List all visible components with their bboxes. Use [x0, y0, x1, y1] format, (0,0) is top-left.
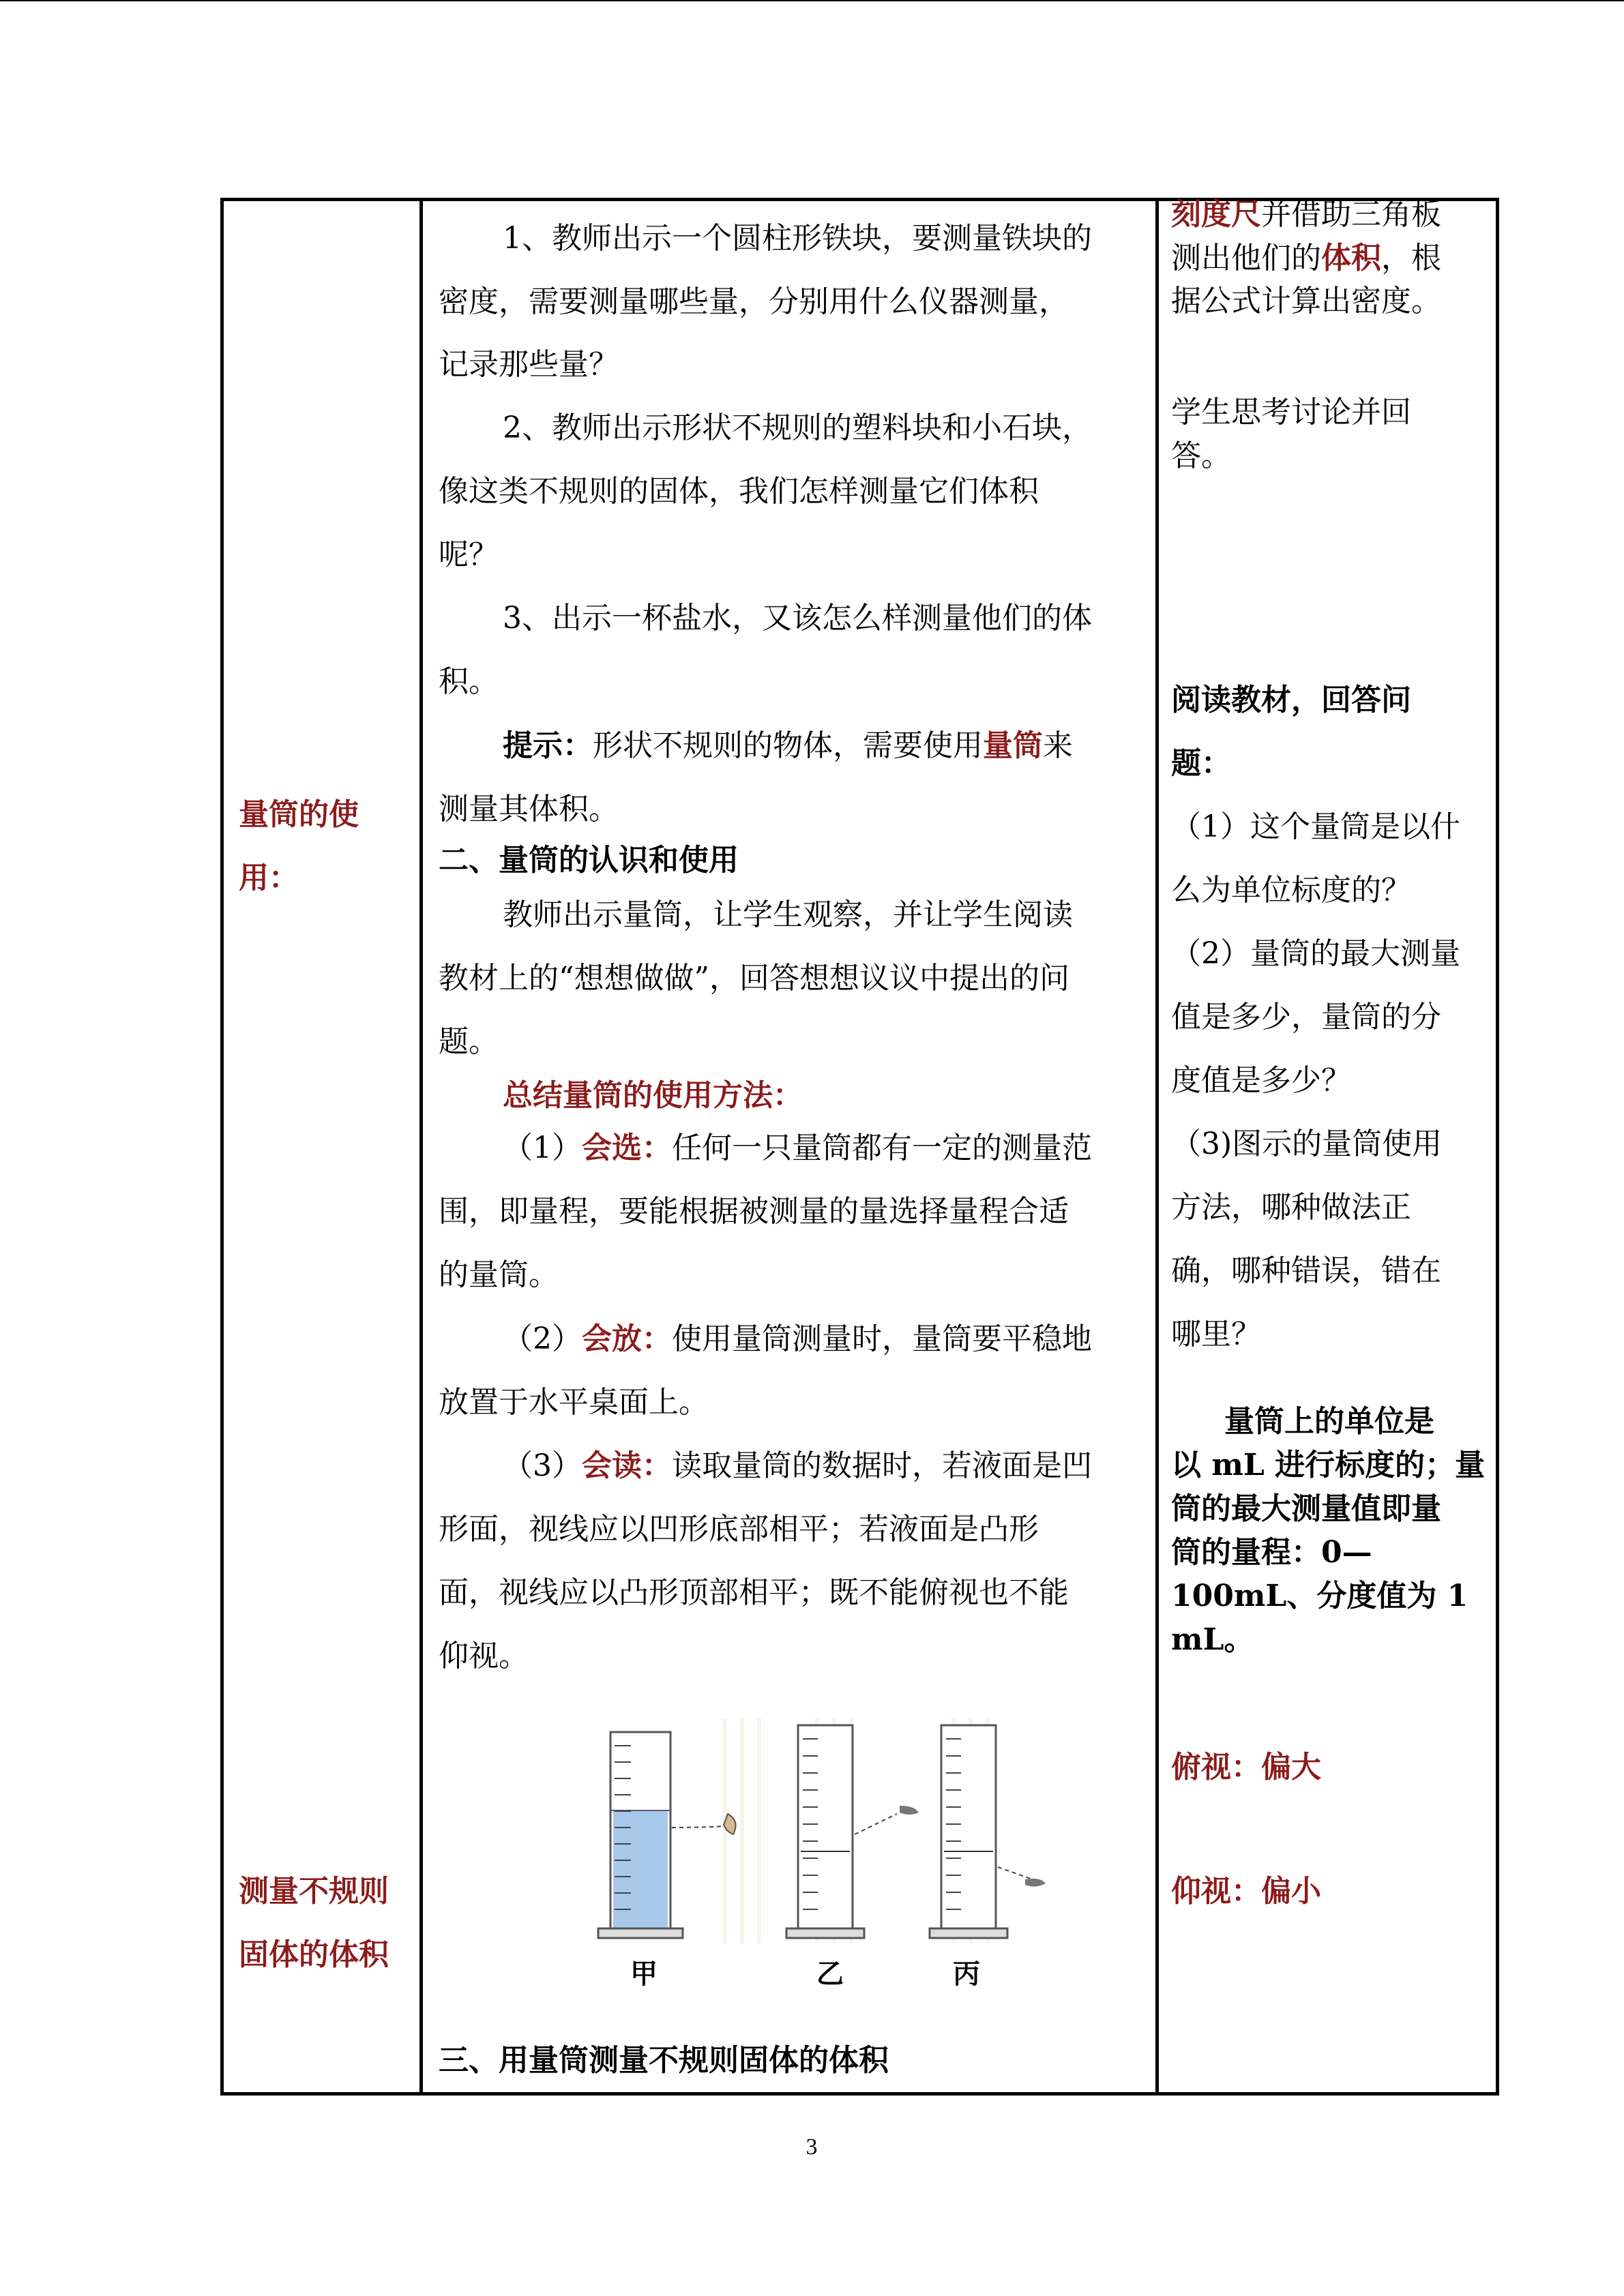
paragraph-line: 记录那些量？	[439, 347, 619, 382]
text: 测出他们的	[1171, 241, 1321, 275]
paragraph-line: 测量其体积。	[439, 792, 619, 826]
answer-line: mL。	[1171, 1622, 1254, 1657]
student-line: 阅读教材，回答问	[1171, 683, 1411, 717]
hint-keyword: 量筒	[983, 728, 1043, 763]
question-line: 确，哪种错误，错在	[1171, 1253, 1441, 1288]
paragraph-line: 呢？	[439, 537, 499, 572]
page-top-border	[0, 0, 1624, 1]
paragraph-line: 仰视。	[439, 1639, 529, 1673]
paragraph-line: 围，即量程，要能根据被测量的量选择量程合适	[439, 1194, 1069, 1229]
figure-label-jia: 甲	[630, 1958, 658, 1990]
rule-line	[503, 1307, 1092, 1371]
graduated-cylinder-figure	[570, 1718, 1047, 1990]
student-line	[1171, 237, 1441, 280]
figure-label-bing: 丙	[953, 1958, 980, 1990]
answer-line: 100mL、分度值为 1	[1171, 1579, 1468, 1613]
hint-label: 提示：	[503, 728, 593, 763]
paragraph-line: 题。	[439, 1024, 499, 1059]
paragraph-line: 的量筒。	[439, 1257, 559, 1292]
rule-line	[503, 1434, 1092, 1498]
topic-column	[224, 201, 419, 2092]
lesson-table	[220, 198, 1499, 2096]
paragraph-line: 2、教师出示形状不规则的塑料块和小石块，	[503, 411, 1092, 445]
section-heading: 二、量筒的认识和使用	[439, 843, 739, 878]
cylinder-illustration	[570, 1718, 1047, 1943]
hint-line	[503, 714, 1073, 778]
rule-number: （1）	[503, 1131, 582, 1165]
page-number: 3	[806, 2134, 818, 2160]
rule-number: （2）	[503, 1322, 582, 1356]
answer-line: 以 mL 进行标度的；量	[1171, 1448, 1486, 1482]
rule-keyword: 会读：	[582, 1448, 672, 1483]
cylinder-jia	[598, 1732, 736, 1938]
question-line: 哪里？	[1171, 1317, 1261, 1352]
text: ，根	[1381, 241, 1441, 275]
paragraph-line: 像这类不规则的固体，我们怎样测量它们体积	[439, 474, 1039, 509]
question-line: （2）量筒的最大测量	[1171, 936, 1460, 971]
paragraph-line: 1、教师出示一个圆柱形铁块，要测量铁块的	[503, 221, 1092, 256]
teacher-activity-column	[423, 201, 1155, 2092]
paragraph-line: 教材上的“想想做做”，回答想想议议中提出的问	[439, 961, 1069, 996]
paragraph-line: 积。	[439, 664, 499, 699]
topic-label: 用：	[239, 861, 299, 895]
rule-text: 读取量筒的数据时，若液面是凹	[672, 1448, 1092, 1483]
student-line	[1171, 193, 1441, 237]
topic-label: 固体的体积	[239, 1937, 389, 1972]
student-activity-column	[1159, 197, 1499, 2092]
paragraph-line: 放置于水平桌面上。	[439, 1385, 709, 1420]
question-line: （1）这个量筒是以什	[1171, 809, 1460, 844]
hint-text: 形状不规则的物体，需要使用	[593, 728, 983, 763]
paragraph-line: 密度，需要测量哪些量，分别用什么仪器测量，	[439, 284, 1069, 319]
rule-keyword: 会放：	[582, 1322, 672, 1356]
question-line: 值是多少，量筒的分	[1171, 1000, 1441, 1034]
topic-label: 测量不规则	[239, 1874, 389, 1909]
cylinder-bing	[930, 1725, 1046, 1938]
keyword: 体积	[1321, 241, 1381, 275]
paragraph-line: 面，视线应以凸形顶部相平；既不能俯视也不能	[439, 1575, 1069, 1610]
section-heading: 三、用量筒测量不规则固体的体积	[439, 2043, 889, 2078]
figure-label-yi: 乙	[816, 1958, 844, 1990]
rule-line	[503, 1116, 1092, 1180]
rule-number: （3）	[503, 1448, 582, 1483]
rule-keyword: 会选：	[582, 1131, 672, 1165]
answer-line: 量筒上的单位是	[1224, 1404, 1434, 1439]
topic-label: 量筒的使	[239, 797, 359, 832]
hint-text: 来	[1043, 728, 1073, 763]
paragraph-line: 教师出示量筒，让学生观察，并让学生阅读	[503, 897, 1073, 932]
student-line: 答。	[1171, 438, 1231, 473]
student-line: 学生思考讨论并回	[1171, 395, 1411, 430]
looking-down-note: 俯视：偏大	[1171, 1750, 1321, 1785]
text: 并借助三角板	[1261, 197, 1441, 232]
answer-line: 筒的最大测量值即量	[1171, 1491, 1441, 1526]
student-line: 据公式计算出密度。	[1171, 284, 1441, 318]
question-line: 么为单位标度的？	[1171, 873, 1411, 908]
paragraph-line: 形面，视线应以凹形底部相平；若液面是凸形	[439, 1512, 1039, 1547]
summary-title: 总结量筒的使用方法：	[503, 1078, 803, 1113]
looking-up-note: 仰视：偏小	[1171, 1874, 1321, 1909]
question-line: 方法，哪种做法正	[1171, 1190, 1411, 1225]
cylinder-yi	[786, 1725, 919, 1938]
paragraph-line: 3、出示一杯盐水，又该怎么样测量他们的体	[503, 601, 1092, 636]
student-line: 题：	[1171, 746, 1231, 781]
question-line: （3)图示的量筒使用	[1171, 1127, 1443, 1161]
rule-text: 使用量筒测量时，量筒要平稳地	[672, 1322, 1092, 1356]
rule-text: 任何一只量筒都有一定的测量范	[672, 1131, 1092, 1165]
answer-line: 筒的量程：0—	[1171, 1535, 1372, 1570]
question-line: 度值是多少？	[1171, 1063, 1351, 1098]
keyword: 刻度尺	[1171, 197, 1261, 232]
